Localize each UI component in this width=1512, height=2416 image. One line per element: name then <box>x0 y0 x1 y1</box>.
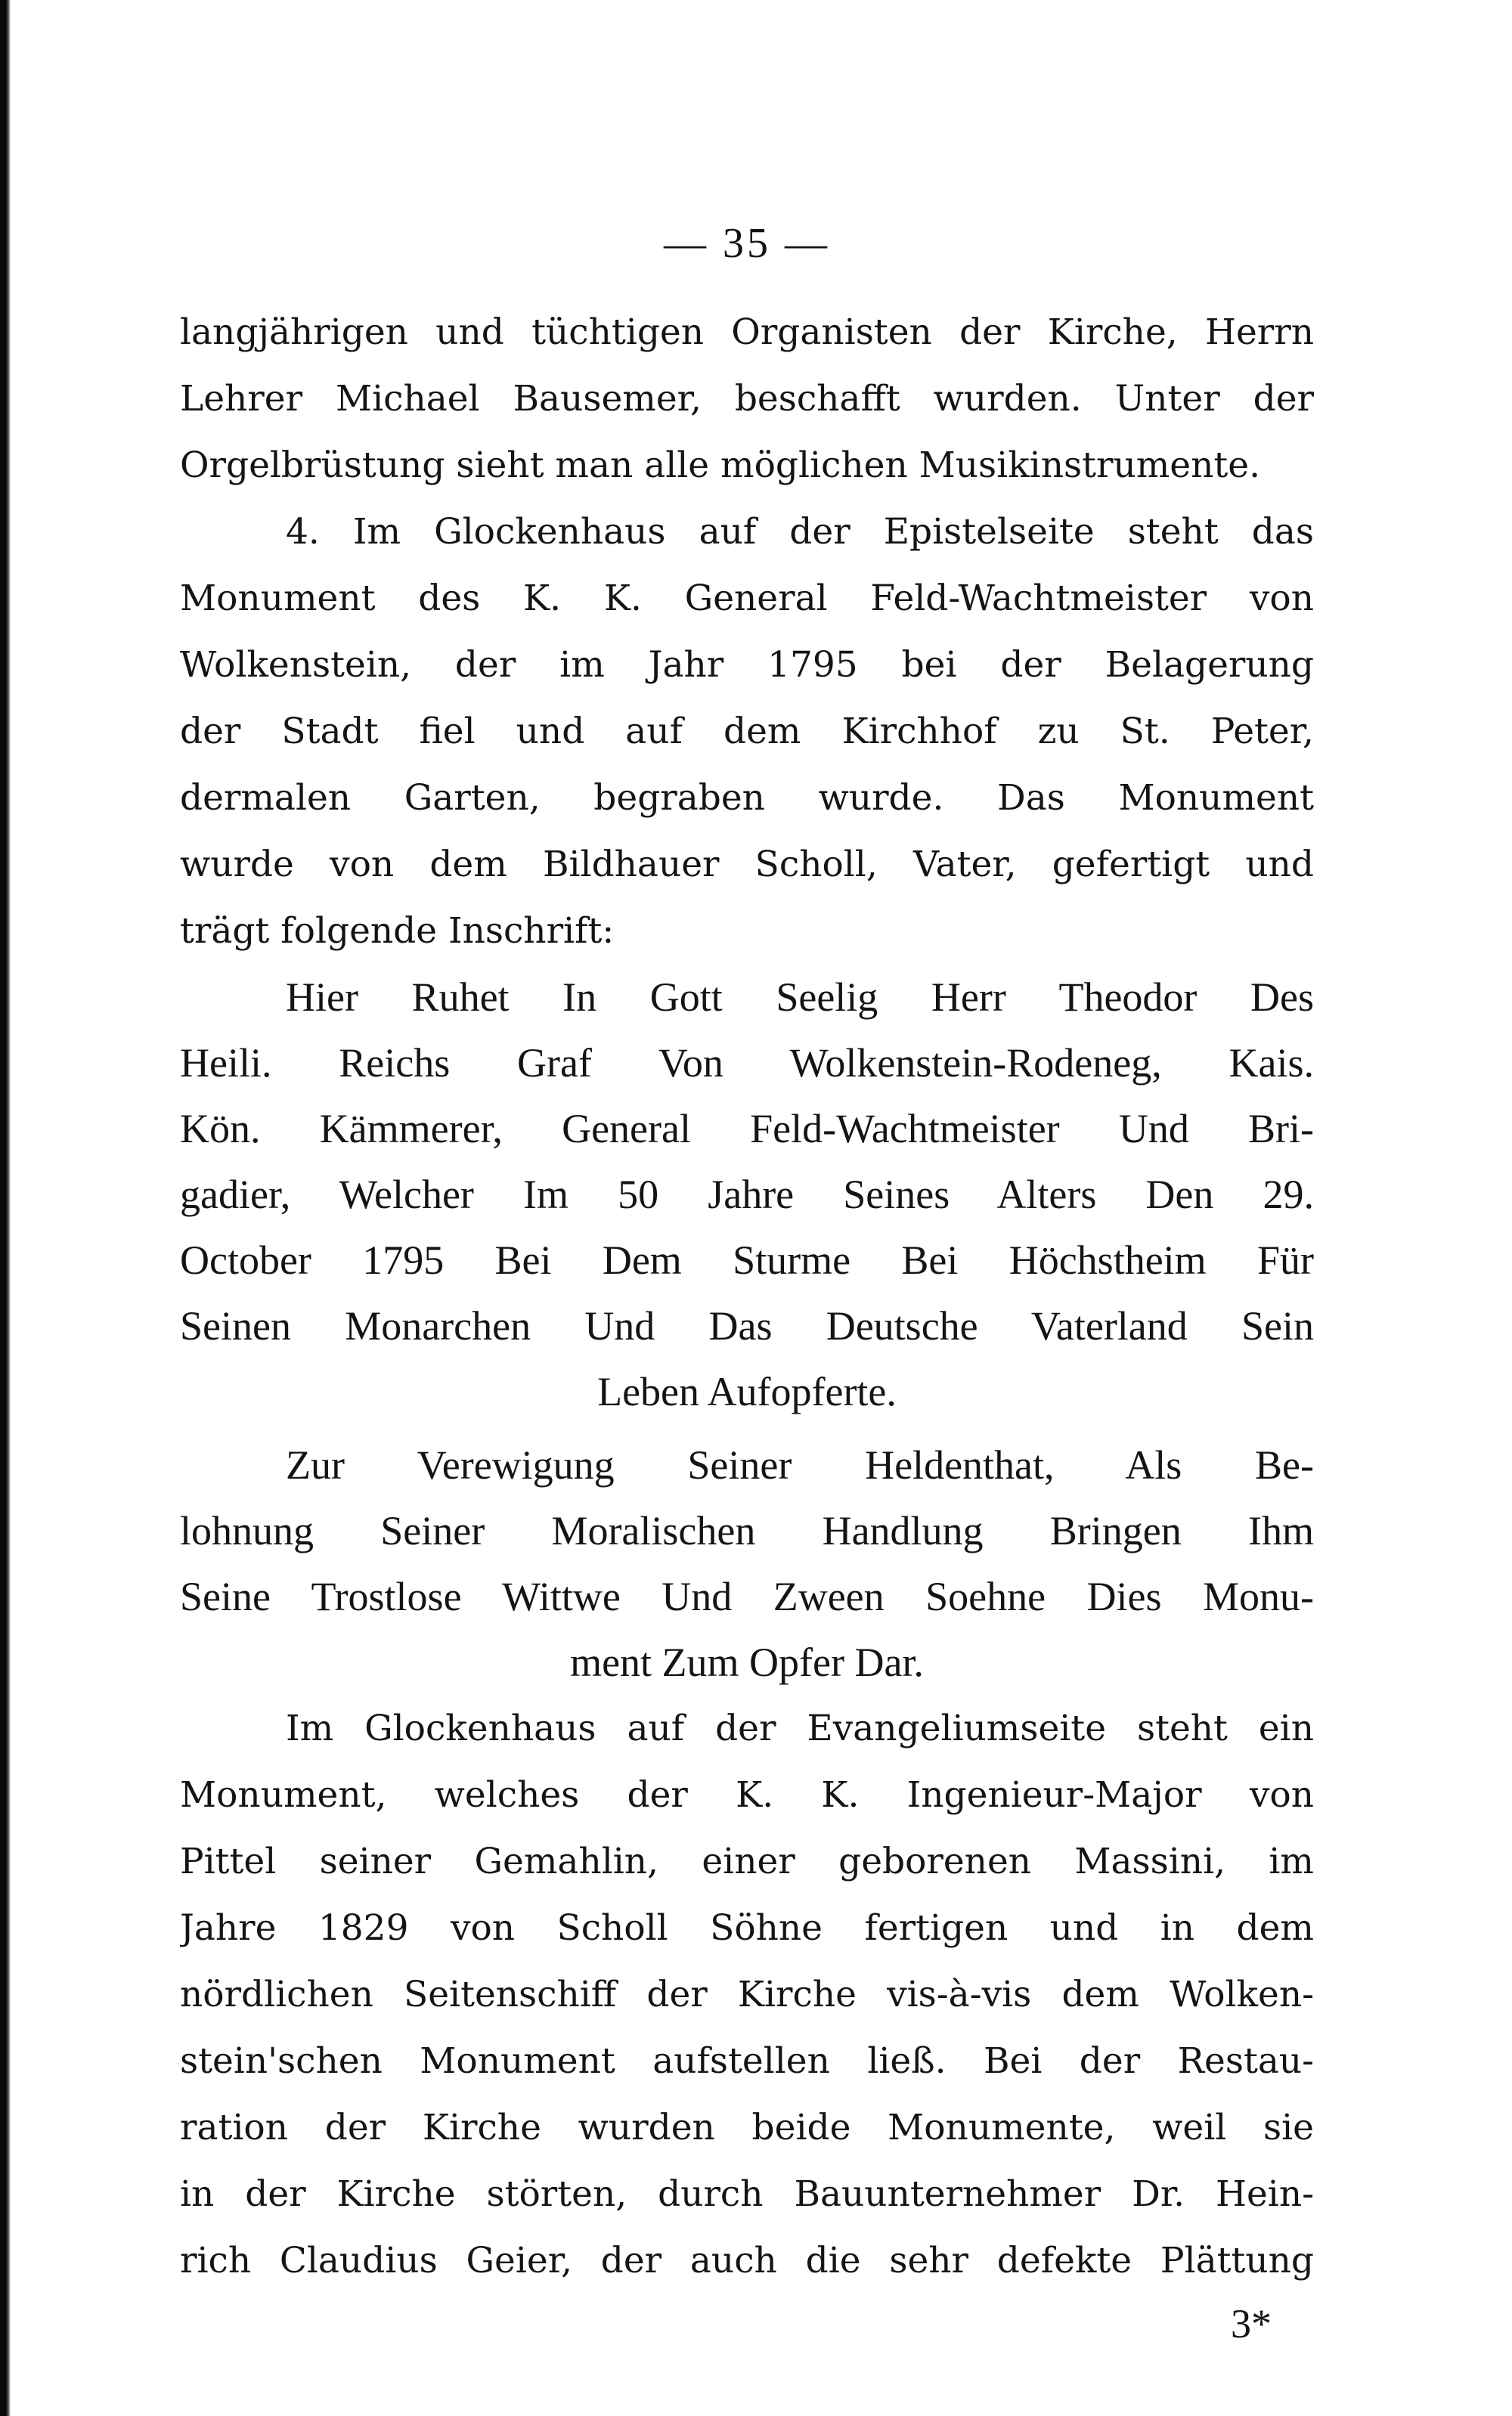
paragraph-pittel-monument <box>180 1696 1314 2294</box>
inscription-line: Heili. Reichs Graf Von Wolkenstein-Rodeneg, Kais. <box>180 1040 1314 1086</box>
inscription-line: Seinen Monarchen Und Das Deutsche Vaterland Sein <box>180 1303 1314 1349</box>
scan-edge <box>0 0 11 2416</box>
inscription-line: Leben Aufopferte. <box>597 1369 897 1414</box>
inscription-dedication <box>180 1433 1314 1696</box>
text-line: Im Glockenhaus auf der Evangeliumseite steht ein <box>286 1708 1314 1749</box>
text-line: ration der Kirche wurden beide Monumente, weil sie <box>180 2107 1314 2148</box>
inscription-line: October 1795 Bei Dem Sturme Bei Höchstheim Für <box>180 1237 1314 1283</box>
text-line: Monument des K. K. General Feld-Wachtmeister von <box>180 578 1314 619</box>
text-line: Wolkenstein, der im Jahr 1795 bei der Belagerung <box>180 644 1314 686</box>
text-line: Jahre 1829 von Scholl Söhne fertigen und in dem <box>180 1907 1314 1949</box>
text-line: Lehrer Michael Bausemer, beschafft wurden. Unter der <box>180 378 1314 420</box>
inscription-line: ment Zum Opfer Dar. <box>570 1640 924 1685</box>
text-line: 4. Im Glockenhaus auf der Epistelseite steht das <box>286 511 1314 553</box>
text-line: der Stadt fiel und auf dem Kirchhof zu St. Peter, <box>180 711 1314 752</box>
text-line: nördlichen Seitenschiff der Kirche vis-à-vis dem Wolken- <box>180 1974 1314 2015</box>
text-line: dermalen Garten, begraben wurde. Das Monument <box>180 777 1314 819</box>
paragraph-wolkenstein-monument <box>180 499 1314 965</box>
text-line: Monument, welches der K. K. Ingenieur-Major von <box>180 1774 1314 1816</box>
text-line: trägt folgende Inschrift: <box>180 910 615 952</box>
text-line: Pittel seiner Gemahlin, einer geborenen Massini, im <box>180 1841 1314 1882</box>
inscription-epitaph <box>180 965 1314 1425</box>
inscription-line: Seine Trostlose Wittwe Und Zween Soehne Dies Monu- <box>180 1574 1314 1619</box>
page-number: — 35 — <box>664 220 830 267</box>
text-line: rich Claudius Geier, der auch die sehr defekte Plättung <box>180 2240 1314 2281</box>
inscription-line: Zur Verewigung Seiner Heldenthat, Als Be- <box>286 1442 1314 1488</box>
text-line: langjährigen und tüchtigen Organisten der Kirche, Herrn <box>180 311 1314 353</box>
paragraph-organ-gallery <box>180 299 1314 499</box>
signature-mark: 3* <box>1231 2301 1272 2346</box>
text-line: wurde von dem Bildhauer Scholl, Vater, gefertigt und <box>180 844 1314 885</box>
inscription-line: Kön. Kämmerer, General Feld-Wachtmeister Und Bri- <box>180 1106 1314 1151</box>
inscription-line: Hier Ruhet In Gott Seelig Herr Theodor Des <box>286 974 1314 1020</box>
inscription-line: lohnung Seiner Moralischen Handlung Bringen Ihm <box>180 1508 1314 1553</box>
spacer <box>180 1425 1314 1433</box>
book-page <box>180 219 1314 2350</box>
text-line: in der Kirche störten, durch Bauunternehmer Dr. Hein- <box>180 2173 1314 2215</box>
text-line: Orgelbrüstung sieht man alle möglichen Musikinstrumente. <box>180 444 1261 486</box>
inscription-line: gadier, Welcher Im 50 Jahre Seines Alters Den 29. <box>180 1172 1314 1217</box>
text-line: stein'schen Monument aufstellen ließ. Bei der Restau- <box>180 2040 1314 2082</box>
